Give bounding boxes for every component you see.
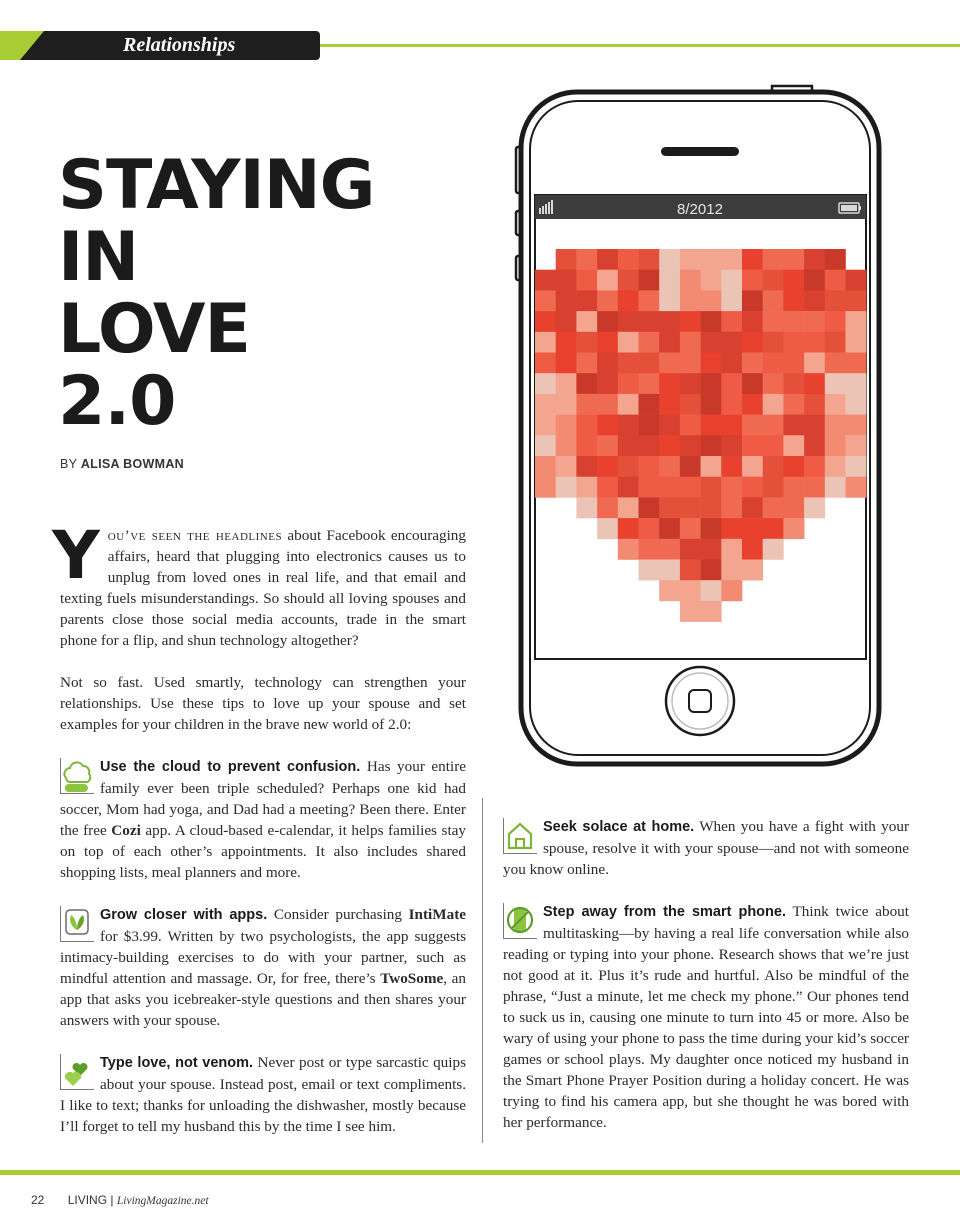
heart-pixel <box>639 332 660 353</box>
heart-pixel <box>783 332 804 353</box>
heart-pixel <box>721 435 742 456</box>
heart-pixel <box>680 518 701 539</box>
heart-pixel <box>597 435 618 456</box>
tip-apps-text: Consider purchasing <box>267 906 409 923</box>
heart-pixel <box>701 373 722 394</box>
tip-apps-text: , an app that asks you icebreaker-style questions and then shares your answers with your spouse. <box>60 970 466 1029</box>
heart-pixel <box>597 456 618 477</box>
heart-pixel <box>701 518 722 539</box>
heart-pixel <box>680 477 701 498</box>
heart-pixel <box>597 353 618 374</box>
heart-pixel <box>804 270 825 291</box>
heart-pixel <box>659 415 680 436</box>
heart-pixel <box>576 290 597 311</box>
magazine-name: LIVING <box>67 1193 108 1207</box>
heart-pixel <box>639 539 660 560</box>
heart-pixel <box>639 373 660 394</box>
tip-cloud-text: app. A cloud-based e-calendar, it helps families stay on top of each other’s appointments. It also includes shared shopping lists, meal planners and more. <box>60 822 466 881</box>
heart-pixel <box>763 477 784 498</box>
heart-pixel <box>618 394 639 415</box>
heart-pixel <box>659 311 680 332</box>
heart-pixel <box>680 539 701 560</box>
heart-pixel <box>639 477 660 498</box>
heart-pixel <box>846 435 867 456</box>
section-label: Relationships <box>123 34 236 56</box>
heart-pixel <box>804 332 825 353</box>
heart-pixel <box>576 249 597 270</box>
heart-pixel <box>659 270 680 291</box>
heart-pixel <box>721 373 742 394</box>
heart-pixel <box>535 311 556 332</box>
heart-pixel <box>763 249 784 270</box>
heart-pixel <box>742 311 763 332</box>
tip-phone-lead: Step away from the smart phone. <box>543 904 786 920</box>
heart-pixel <box>721 497 742 518</box>
heart-pixel <box>535 394 556 415</box>
heart-pixel <box>639 560 660 581</box>
heart-pixel <box>804 353 825 374</box>
heart-pixel <box>680 560 701 581</box>
heart-pixel <box>535 290 556 311</box>
heart-pixel <box>846 332 867 353</box>
heart-pixel <box>742 518 763 539</box>
heart-pixel <box>576 353 597 374</box>
heart-pixel <box>659 290 680 311</box>
heart-pixel <box>763 435 784 456</box>
heart-pixel <box>721 394 742 415</box>
leaf-icon <box>60 906 94 942</box>
heart-pixel <box>535 332 556 353</box>
heart-pixel <box>763 539 784 560</box>
heart-pixel <box>846 353 867 374</box>
intro-text: about Facebook encouraging affairs, heard that plugging into electronics causes us to unplug from loved ones in real life, and that email and texting fuels misunderstandings. So should all loving spouses and parents close those social media accounts, trade in the smart phone for a flip, and shun technology altogether? <box>60 527 466 649</box>
byline <box>60 457 184 471</box>
heart-pixel <box>618 497 639 518</box>
tip-phone <box>503 901 909 1133</box>
heart-pixel <box>639 456 660 477</box>
heart-pixel <box>721 456 742 477</box>
heart-pixel <box>783 394 804 415</box>
heart-pixel <box>846 394 867 415</box>
twosome-app-name: TwoSome <box>380 970 444 987</box>
heart-pixel <box>825 415 846 436</box>
heart-pixel <box>742 373 763 394</box>
heart-pixel <box>639 249 660 270</box>
heart-pixel <box>535 270 556 291</box>
heart-pixel <box>576 477 597 498</box>
heart-pixel <box>742 477 763 498</box>
heart-pixel <box>846 311 867 332</box>
heart-pixel <box>680 435 701 456</box>
heart-pixel <box>618 332 639 353</box>
heart-pixel <box>701 270 722 291</box>
drop-cap: Y <box>52 517 100 594</box>
heart-pixel <box>804 373 825 394</box>
column-divider <box>482 798 483 1143</box>
magazine-website: LivingMagazine.net <box>116 1195 209 1207</box>
heart-pixel <box>659 456 680 477</box>
tip-apps-text: for $3.99. Written by two psychologists, the app suggests intimacy-building exercises to do with your partner, such as mindful attention and massage. Or, for free, there’s <box>60 928 466 987</box>
heart-pixel <box>763 270 784 291</box>
heart-pixel <box>535 373 556 394</box>
heart-pixel <box>659 518 680 539</box>
heart-pixel <box>742 290 763 311</box>
tip-home-text: When you have a fight with your spouse, resolve it with your spouse—and not with someone you know online. <box>503 818 909 878</box>
heart-pixel <box>742 435 763 456</box>
tip-cloud <box>60 756 466 883</box>
heart-pixel <box>618 270 639 291</box>
tip-apps <box>60 904 466 1031</box>
left-column <box>52 517 467 1137</box>
heart-pixel <box>763 373 784 394</box>
heart-pixel <box>701 560 722 581</box>
heart-pixel <box>680 580 701 601</box>
heart-pixel <box>721 560 742 581</box>
heart-pixel <box>721 270 742 291</box>
heart-pixel <box>783 290 804 311</box>
heart-pixel <box>639 290 660 311</box>
heart-pixel <box>597 332 618 353</box>
heart-pixel <box>763 518 784 539</box>
heart-pixel <box>783 353 804 374</box>
heart-pixel <box>701 249 722 270</box>
heart-pixel <box>763 332 784 353</box>
heart-pixel <box>742 415 763 436</box>
heart-pixel <box>597 290 618 311</box>
heart-pixel <box>763 290 784 311</box>
heart-pixel <box>680 270 701 291</box>
heart-pixel <box>701 497 722 518</box>
heart-pixel <box>825 290 846 311</box>
heart-pixel <box>846 290 867 311</box>
cozi-app-name: Cozi <box>111 822 141 839</box>
tip-love <box>60 1052 466 1137</box>
heart-pixel <box>742 394 763 415</box>
title-line: LOVE <box>58 290 250 369</box>
tip-love-text: Never post or type sarcastic quips about your spouse. Instead post, email or text compliments. I like to text; thanks for unloading the dishwasher, mostly because I’ll forget to tell my husband this by the time I see him. <box>60 1054 466 1135</box>
heart-pixel <box>597 270 618 291</box>
heart-pixel <box>783 497 804 518</box>
heart-pixel <box>556 435 577 456</box>
heart-pixel <box>763 497 784 518</box>
heart-pixel <box>846 477 867 498</box>
heart-pixel <box>680 290 701 311</box>
heart-pixel <box>701 435 722 456</box>
heart-pixel <box>825 394 846 415</box>
tip-phone-text: Think twice about multitasking—by having a real life conversation while also reading or typing into your phone. Research shows that we’re just not good at it. Plus it’s rude and hurtful. Also be mindful of the phrase, “Just a minute, let me check my phone.” Our phones tend to suck us in, causing one minute to turn into 45 or more. Also be wary of using your phone to pass the time during your kid’s soccer games or school plays. My daughter once noticed my husband in the Smart Phone Prayer Position during a holiday concert. He was trying to find his camera app, but she thought he was bored with her performance. <box>503 903 909 1131</box>
heart-pixel <box>763 353 784 374</box>
heart-pixel <box>639 518 660 539</box>
intimate-app-name: IntiMate <box>408 906 467 923</box>
heart-pixel <box>783 518 804 539</box>
heart-pixel <box>825 477 846 498</box>
heart-pixel <box>680 311 701 332</box>
heart-pixel <box>721 332 742 353</box>
heart-pixel <box>804 435 825 456</box>
header-rule <box>320 44 960 47</box>
heart-pixel <box>742 353 763 374</box>
heart-pixel <box>721 539 742 560</box>
heart-pixel <box>783 249 804 270</box>
tip-home <box>503 816 909 880</box>
heart-pixel <box>659 353 680 374</box>
heart-pixel <box>659 560 680 581</box>
heart-pixel <box>846 373 867 394</box>
heart-pixel <box>825 373 846 394</box>
byline-author: ALISA BOWMAN <box>80 457 184 471</box>
heart-pixel <box>701 539 722 560</box>
heart-pixel <box>618 456 639 477</box>
heart-pixel <box>618 435 639 456</box>
tip-home-lead: Seek solace at home. <box>543 819 695 835</box>
heart-pixel <box>804 311 825 332</box>
heart-pixel <box>597 415 618 436</box>
heart-pixel <box>659 477 680 498</box>
heart-pixel <box>680 373 701 394</box>
tip-cloud-lead: Use the cloud to prevent confusion. <box>100 759 361 775</box>
heart-pixel <box>825 435 846 456</box>
heart-pixel <box>597 311 618 332</box>
heart-pixel <box>576 415 597 436</box>
cloud-icon <box>60 758 94 794</box>
heart-pixel <box>576 456 597 477</box>
heart-pixel <box>618 518 639 539</box>
heart-pixel <box>556 270 577 291</box>
heart-pixel <box>618 373 639 394</box>
heart-pixel <box>639 435 660 456</box>
heart-pixel <box>742 456 763 477</box>
heart-pixel <box>742 560 763 581</box>
footer-rule <box>0 1170 960 1175</box>
heart-pixel <box>680 249 701 270</box>
heart-pixel <box>639 394 660 415</box>
heart-pixel <box>701 332 722 353</box>
heart-pixel <box>659 580 680 601</box>
heart-pixel <box>825 311 846 332</box>
heart-pixel <box>556 353 577 374</box>
heart-pixel <box>576 497 597 518</box>
heart-pixel <box>556 456 577 477</box>
heart-pixel <box>639 311 660 332</box>
heart-pixel <box>825 332 846 353</box>
heart-pixel <box>742 332 763 353</box>
heart-pixel <box>825 270 846 291</box>
heart-pixel <box>639 497 660 518</box>
heart-pixel <box>701 311 722 332</box>
heart-pixel <box>701 290 722 311</box>
heart-pixel <box>783 477 804 498</box>
heart-pixel <box>659 249 680 270</box>
byline-prefix: BY <box>60 457 78 471</box>
tip-cloud-text: Has your entire family ever been triple scheduled? Perhaps one kid had soccer, Mom had yoga, and Dad had a meeting? Been there. Enter the free <box>60 758 467 839</box>
heart-pixel <box>556 477 577 498</box>
heart-pixel <box>721 415 742 436</box>
heart-pixel <box>618 477 639 498</box>
heart-pixel <box>804 249 825 270</box>
right-column <box>503 816 909 1133</box>
heart-pixel <box>556 394 577 415</box>
heart-pixel <box>783 435 804 456</box>
heart-pixel <box>576 332 597 353</box>
heart-pixel <box>680 456 701 477</box>
heart-pixel <box>763 311 784 332</box>
heart-pixel <box>659 539 680 560</box>
heart-pixel <box>556 290 577 311</box>
heart-pixel <box>618 290 639 311</box>
heart-pixel <box>556 311 577 332</box>
title-line: 2.0 <box>58 362 176 441</box>
heart-pixel <box>535 456 556 477</box>
heart-pixel <box>680 394 701 415</box>
heart-pixel <box>701 353 722 374</box>
heart-pixel <box>618 249 639 270</box>
heart-pixel <box>783 456 804 477</box>
heart-pixel <box>804 456 825 477</box>
heart-pixel <box>804 477 825 498</box>
heart-pixel <box>556 332 577 353</box>
heart-pixel <box>825 456 846 477</box>
heart-pixel <box>804 415 825 436</box>
heart-pixel <box>618 539 639 560</box>
heart-pixel <box>763 394 784 415</box>
heart-pixel <box>597 497 618 518</box>
heart-pixel <box>763 415 784 436</box>
heart-pixel <box>680 601 701 622</box>
heart-pixel <box>639 353 660 374</box>
heart-pixel <box>659 373 680 394</box>
heart-pixel <box>846 415 867 436</box>
heart-pixel <box>535 415 556 436</box>
tip-apps-lead: Grow closer with apps. <box>100 907 268 923</box>
heart-pixel <box>576 373 597 394</box>
heart-pixel <box>804 394 825 415</box>
heart-pixel <box>659 394 680 415</box>
title-line: STAYING <box>58 146 375 225</box>
heart-pixel <box>597 249 618 270</box>
heart-pixel <box>639 270 660 291</box>
heart-pixel <box>804 290 825 311</box>
heart-pixel <box>556 415 577 436</box>
heart-pixel <box>535 477 556 498</box>
heart-pixel <box>721 353 742 374</box>
heart-pixel <box>680 353 701 374</box>
heart-pixel <box>680 415 701 436</box>
intro-lead: ou’ve seen the headlines <box>107 527 283 544</box>
heart-pixel <box>576 311 597 332</box>
smartphone-illustration <box>512 84 882 768</box>
heart-pixel <box>721 518 742 539</box>
house-icon <box>503 818 537 854</box>
heart-pixel <box>618 415 639 436</box>
heart-pixel <box>721 290 742 311</box>
heart-pixel <box>721 311 742 332</box>
heart-pixel <box>701 415 722 436</box>
heart-pixel <box>742 249 763 270</box>
heart-pixel <box>597 373 618 394</box>
heart-pixel <box>783 415 804 436</box>
heart-pixel <box>783 270 804 291</box>
footer-separator: | <box>110 1193 114 1207</box>
title-line: IN <box>58 218 139 297</box>
heart-pixel <box>721 580 742 601</box>
tip-love-lead: Type love, not venom. <box>100 1055 254 1071</box>
article-title <box>58 146 478 441</box>
hearts-icon <box>60 1054 94 1090</box>
heart-pixel <box>597 477 618 498</box>
heart-pixel <box>721 477 742 498</box>
page-number: 22 <box>31 1193 45 1207</box>
heart-pixel <box>680 332 701 353</box>
heart-pixel <box>701 601 722 622</box>
heart-pixel <box>659 332 680 353</box>
heart-pixel <box>804 497 825 518</box>
heart-pixel <box>701 394 722 415</box>
heart-pixel <box>701 456 722 477</box>
heart-pixel <box>701 580 722 601</box>
heart-pixel <box>701 477 722 498</box>
heart-pixel <box>783 311 804 332</box>
heart-pixel <box>597 394 618 415</box>
heart-pixel <box>576 394 597 415</box>
heart-pixel <box>535 435 556 456</box>
heart-pixel <box>680 497 701 518</box>
heart-pixel <box>721 249 742 270</box>
heart-pixel <box>763 456 784 477</box>
heart-pixel <box>576 270 597 291</box>
page-footer <box>31 1193 209 1207</box>
heart-pixel <box>783 373 804 394</box>
heart-pixel <box>742 497 763 518</box>
heart-pixel <box>659 497 680 518</box>
intro-paragraph-2: Not so fast. Used smartly, technology can strengthen your relationships. Use these tips to love up your spouse and set examples for your children in the brave new world of 2.0: <box>60 674 466 733</box>
heart-pixel <box>639 415 660 436</box>
heart-pixel <box>618 311 639 332</box>
heart-pixel <box>597 518 618 539</box>
phone-status-text: 8/2012 <box>677 201 723 218</box>
heart-pixel <box>846 456 867 477</box>
heart-pixel <box>659 435 680 456</box>
no-phone-icon <box>503 903 537 939</box>
heart-pixel <box>846 270 867 291</box>
intro-paragraph <box>52 517 466 651</box>
heart-pixel <box>742 539 763 560</box>
heart-pixel <box>576 435 597 456</box>
heart-pixel <box>618 353 639 374</box>
heart-pixel <box>825 249 846 270</box>
heart-pixel <box>742 270 763 291</box>
heart-pixel <box>556 373 577 394</box>
heart-pixel <box>825 353 846 374</box>
heart-pixel <box>535 353 556 374</box>
heart-pixel <box>556 249 577 270</box>
